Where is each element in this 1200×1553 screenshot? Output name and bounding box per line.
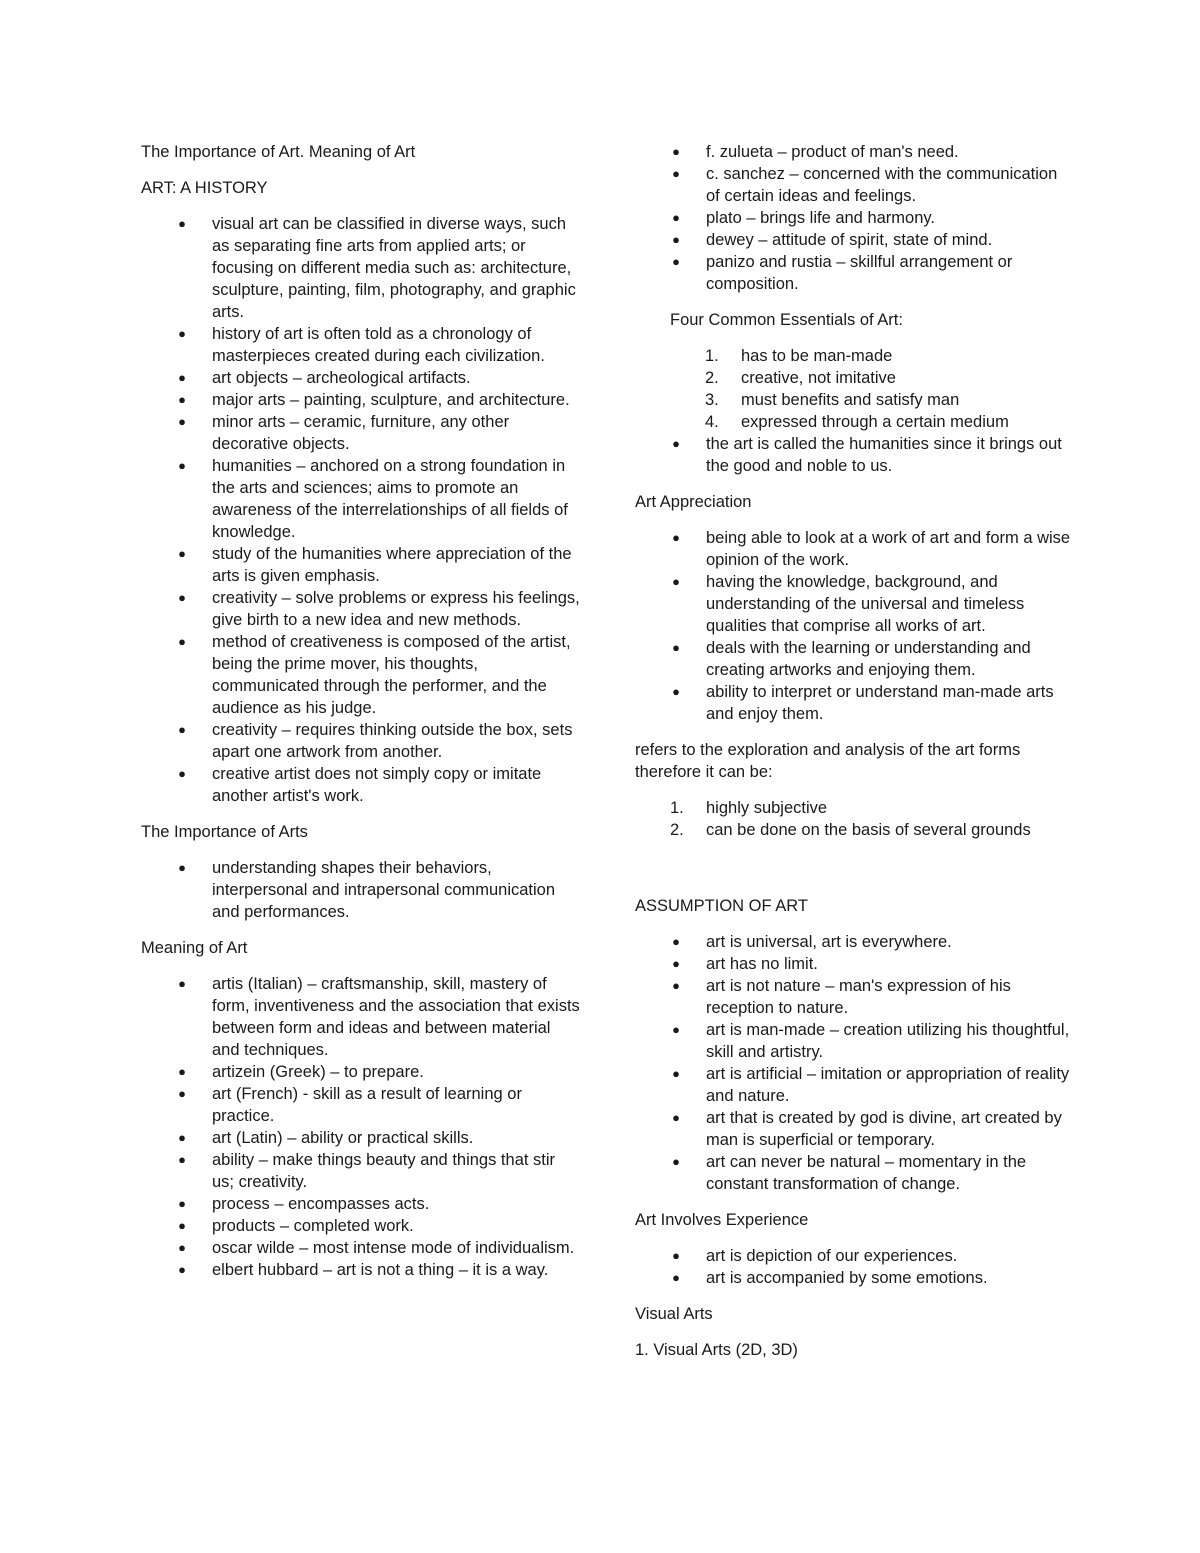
bullet-icon: ●: [178, 458, 186, 473]
bullet-icon: ●: [672, 254, 680, 269]
list-item: ● c. sanchez – concerned with the communication of certain ideas and feelings.: [635, 163, 1075, 207]
list-item: ● the art is called the humanities since it brings out the good and noble to us.: [635, 433, 1075, 477]
spacer: [635, 855, 1075, 895]
bullet-icon: ●: [178, 766, 186, 781]
list-item: ● process – encompasses acts.: [141, 1193, 581, 1215]
bullet-icon: ●: [178, 634, 186, 649]
bullet-icon: ●: [178, 216, 186, 231]
list-item: ● understanding shapes their behaviors, interpersonal and intrapersonal communication and performances.: [141, 857, 581, 923]
list-item: ● visual art can be classified in diverse ways, such as separating fine arts from applied arts; or focusing on different media such as: architecture, sculpture, painting, film, photography, and graphic arts.: [141, 213, 581, 323]
bullet-icon: ●: [178, 1130, 186, 1145]
history-list: [141, 213, 581, 807]
experience-list: [635, 1245, 1075, 1289]
bullet-icon: ●: [178, 1196, 186, 1211]
list-item: ● dewey – attitude of spirit, state of mind.: [635, 229, 1075, 251]
section-heading-history: ART: A HISTORY: [141, 179, 268, 197]
bullet-icon: ●: [178, 370, 186, 385]
list-item: 3. must benefits and satisfy man: [705, 391, 960, 409]
bullet-icon: ●: [672, 232, 680, 247]
bullet-icon: ●: [672, 1248, 680, 1263]
bullet-icon: ●: [178, 1086, 186, 1101]
bullet-icon: ●: [672, 934, 680, 949]
section-heading-appreciation: Art Appreciation: [635, 493, 752, 511]
list-item: ● art (French) - skill as a result of learning or practice.: [141, 1083, 581, 1127]
importance-list: [141, 857, 581, 923]
bullet-icon: ●: [178, 976, 186, 991]
list-item: ● elbert hubbard – art is not a thing – it is a way.: [141, 1259, 581, 1281]
bullet-icon: ●: [178, 1064, 186, 1079]
list-item: ● being able to look at a work of art and form a wise opinion of the work.: [635, 527, 1075, 571]
list-item: ● artizein (Greek) – to prepare.: [141, 1061, 581, 1083]
section-heading-visual: Visual Arts: [635, 1305, 713, 1323]
list-item: ● art can never be natural – momentary in the constant transformation of change.: [635, 1151, 1075, 1195]
bullet-icon: ●: [178, 1152, 186, 1167]
list-item: ● method of creativeness is composed of the artist, being the prime mover, his thoughts, communicated through the performer, and the audience as his judge.: [141, 631, 581, 719]
list-item: ● having the knowledge, background, and understanding of the universal and timeless qualities that comprise all works of art.: [635, 571, 1075, 637]
visual-item: 1. Visual Arts (2D, 3D): [635, 1341, 798, 1359]
essentials-list: [635, 345, 1075, 433]
bullet-icon: ●: [178, 1262, 186, 1277]
bullet-icon: ●: [672, 1110, 680, 1125]
list-item: ● ability to interpret or understand man-made arts and enjoy them.: [635, 681, 1075, 725]
list-item: ● artis (Italian) – craftsmanship, skill, mastery of form, inventiveness and the association that exists between form and ideas and between material and techniques.: [141, 973, 581, 1061]
list-item: ● major arts – painting, sculpture, and architecture.: [141, 389, 581, 411]
list-item: ● study of the humanities where appreciation of the arts is given emphasis.: [141, 543, 581, 587]
section-heading-essentials: Four Common Essentials of Art:: [670, 311, 903, 329]
list-item: ● art (Latin) – ability or practical skills.: [141, 1127, 581, 1149]
bullet-icon: ●: [672, 166, 680, 181]
bullet-icon: ●: [178, 1240, 186, 1255]
list-item: 2. creative, not imitative: [705, 369, 896, 387]
right-column: [635, 141, 1075, 1375]
bullet-icon: ●: [178, 722, 186, 737]
list-item: ● deals with the learning or understanding and creating artworks and enjoying them.: [635, 637, 1075, 681]
bullet-icon: ●: [672, 684, 680, 699]
essentials-note-list: [635, 433, 1075, 477]
list-item: 1. has to be man-made: [705, 347, 893, 365]
list-item: 1. highly subjective: [670, 799, 828, 817]
list-item: ● art is artificial – imitation or appropriation of reality and nature.: [635, 1063, 1075, 1107]
definitions-list: [635, 141, 1075, 295]
bullet-icon: ●: [178, 326, 186, 341]
bullet-icon: ●: [178, 546, 186, 561]
document-title: The Importance of Art. Meaning of Art: [141, 143, 416, 161]
list-item: 4. expressed through a certain medium: [705, 413, 1009, 431]
bullet-icon: ●: [672, 144, 680, 159]
list-item: ● creativity – requires thinking outside the box, sets apart one artwork from another.: [141, 719, 581, 763]
list-item: ● creative artist does not simply copy or imitate another artist's work.: [141, 763, 581, 807]
list-item: ● art is not nature – man's expression of his reception to nature.: [635, 975, 1075, 1019]
section-heading-assumption: ASSUMPTION OF ART: [635, 897, 808, 915]
assumption-list: [635, 931, 1075, 1195]
bullet-icon: ●: [672, 530, 680, 545]
exploration-paragraph: refers to the exploration and analysis of the art forms therefore it can be:: [635, 741, 1021, 781]
list-item: ● art has no limit.: [635, 953, 1075, 975]
section-heading-importance: The Importance of Arts: [141, 823, 308, 841]
list-item: ● humanities – anchored on a strong foundation in the arts and sciences; aims to promote an awareness of the interrelationships of all fields of knowledge.: [141, 455, 581, 543]
list-item: ● ability – make things beauty and things that stir us; creativity.: [141, 1149, 581, 1193]
list-item: ● plato – brings life and harmony.: [635, 207, 1075, 229]
exploration-list: [635, 797, 1075, 841]
list-item: ● art is man-made – creation utilizing his thoughtful, skill and artistry.: [635, 1019, 1075, 1063]
bullet-icon: ●: [672, 436, 680, 451]
list-item: ● minor arts – ceramic, furniture, any other decorative objects.: [141, 411, 581, 455]
list-item: ● art is accompanied by some emotions.: [635, 1267, 1075, 1289]
list-item: ● art objects – archeological artifacts.: [141, 367, 581, 389]
bullet-icon: ●: [178, 860, 186, 875]
list-item: ● art is universal, art is everywhere.: [635, 931, 1075, 953]
bullet-icon: ●: [672, 1270, 680, 1285]
section-heading-experience: Art Involves Experience: [635, 1211, 809, 1229]
list-item: ● art that is created by god is divine, art created by man is superficial or temporary.: [635, 1107, 1075, 1151]
list-item: ● products – completed work.: [141, 1215, 581, 1237]
bullet-icon: ●: [672, 1066, 680, 1081]
bullet-icon: ●: [672, 1154, 680, 1169]
list-item: ● creativity – solve problems or express his feelings, give birth to a new idea and new methods.: [141, 587, 581, 631]
bullet-icon: ●: [672, 978, 680, 993]
left-column: [141, 141, 581, 1295]
meaning-list: [141, 973, 581, 1281]
bullet-icon: ●: [178, 1218, 186, 1233]
bullet-icon: ●: [672, 640, 680, 655]
appreciation-list: [635, 527, 1075, 725]
bullet-icon: ●: [672, 574, 680, 589]
bullet-icon: ●: [178, 590, 186, 605]
bullet-icon: ●: [178, 414, 186, 429]
list-item: ● oscar wilde – most intense mode of individualism.: [141, 1237, 581, 1259]
list-item: ● f. zulueta – product of man's need.: [635, 141, 1075, 163]
list-item: ● panizo and rustia – skillful arrangement or composition.: [635, 251, 1075, 295]
bullet-icon: ●: [178, 392, 186, 407]
bullet-icon: ●: [672, 210, 680, 225]
bullet-icon: ●: [672, 956, 680, 971]
list-item: ● art is depiction of our experiences.: [635, 1245, 1075, 1267]
list-item: 2. can be done on the basis of several grounds: [670, 821, 1031, 839]
section-heading-meaning: Meaning of Art: [141, 939, 248, 957]
list-item: ● history of art is often told as a chronology of masterpieces created during each civilization.: [141, 323, 581, 367]
bullet-icon: ●: [672, 1022, 680, 1037]
